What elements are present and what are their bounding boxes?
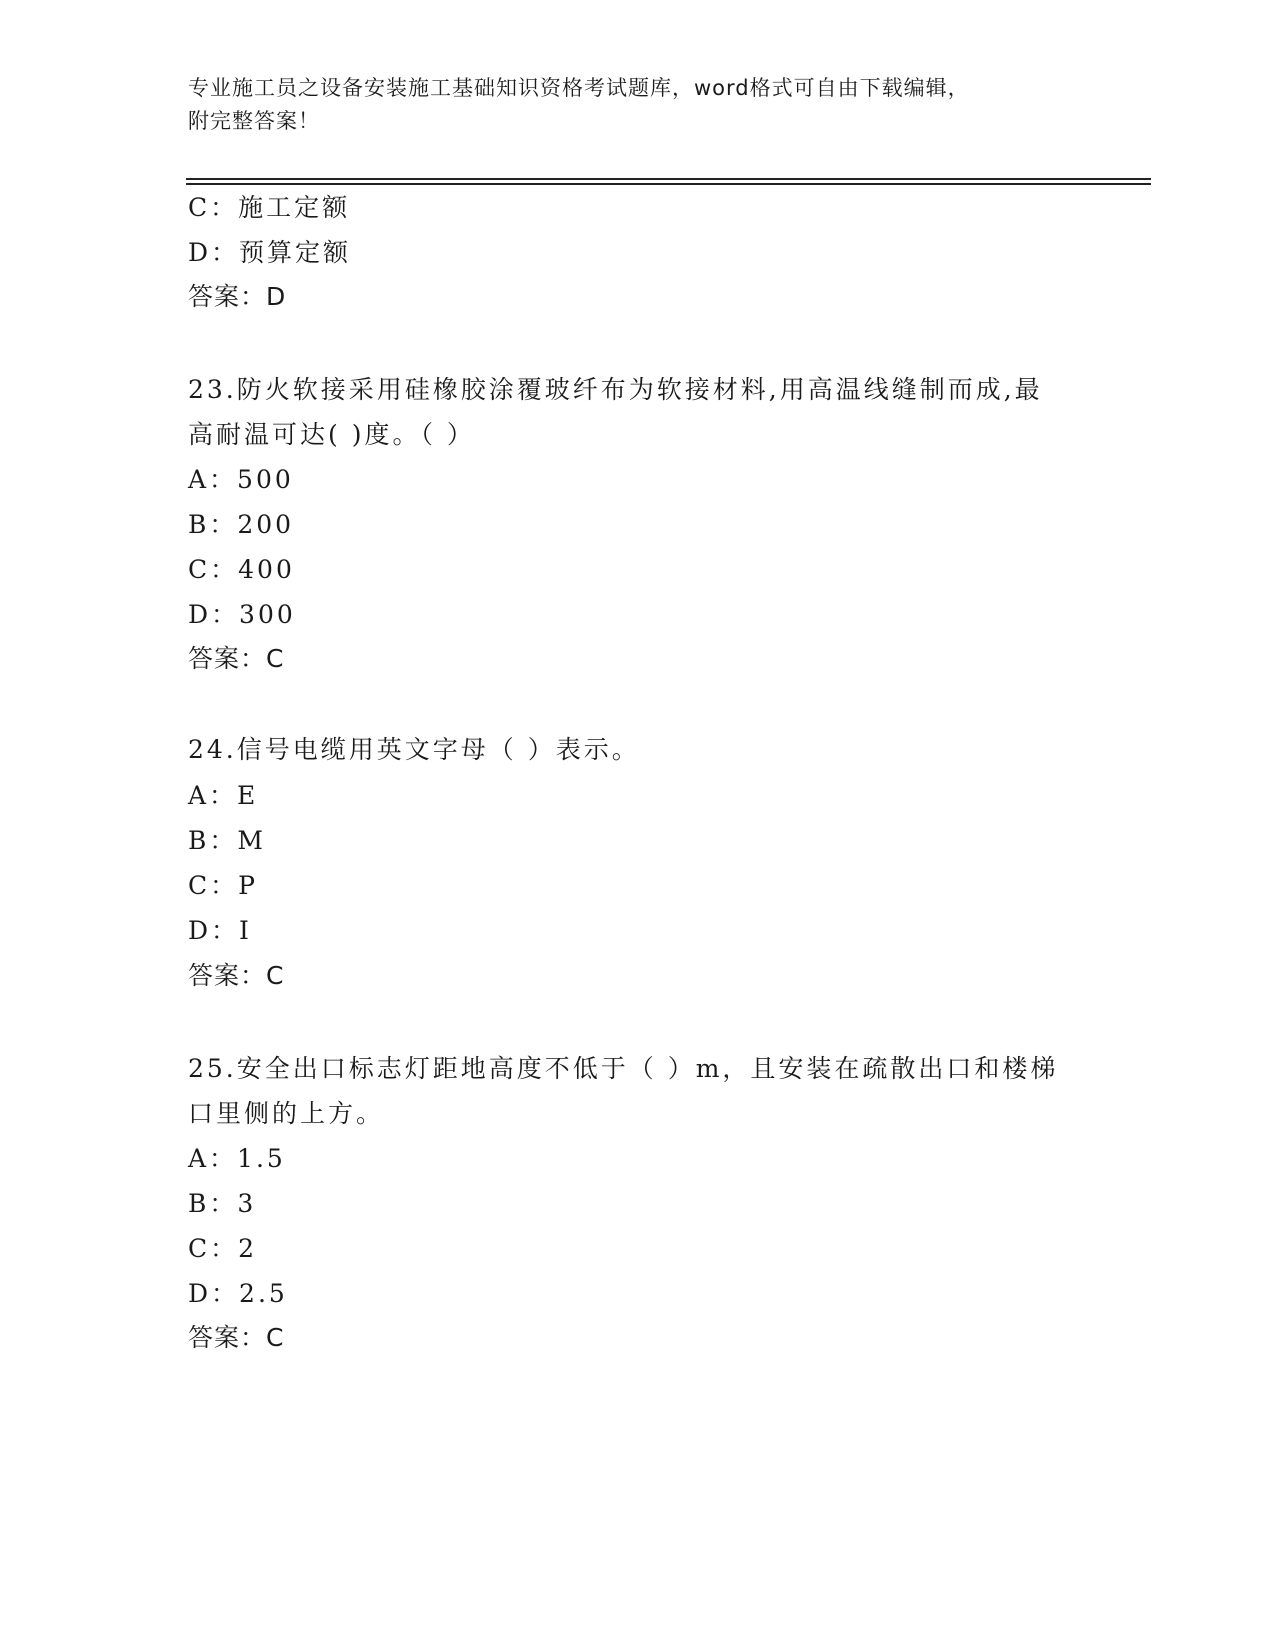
q25-stem-line-2: 口里侧的上方。 bbox=[188, 1099, 385, 1128]
prev-option-d: D：预算定额 bbox=[188, 238, 352, 267]
q24-option-d: D：I bbox=[188, 916, 252, 945]
q25-option-c: C：2 bbox=[188, 1234, 258, 1263]
q23-option-a: A：500 bbox=[188, 465, 294, 494]
header-divider-top bbox=[186, 178, 1151, 180]
q23-option-d: D：300 bbox=[188, 600, 296, 629]
q25-stem-line-1: 25.安全出口标志灯距地高度不低于（ ）m，且安装在疏散出口和楼梯 bbox=[188, 1054, 1059, 1083]
q25-option-d: D：2.5 bbox=[188, 1279, 288, 1308]
q23-answer: 答案：C bbox=[188, 644, 285, 673]
q25-option-b: B：3 bbox=[188, 1189, 257, 1218]
q23-option-b: B：200 bbox=[188, 510, 295, 539]
q23-stem-line-2: 高耐温可达( )度。（ ） bbox=[188, 420, 475, 449]
q24-option-b: B：M bbox=[188, 826, 266, 855]
q25-answer: 答案：C bbox=[188, 1323, 285, 1352]
header-line-1: 专业施工员之设备安装施工基础知识资格考试题库，word格式可自由下载编辑， bbox=[188, 76, 970, 100]
q23-option-c: C：400 bbox=[188, 555, 295, 584]
prev-answer: 答案：D bbox=[188, 282, 287, 311]
q24-option-a: A：E bbox=[188, 781, 259, 810]
document-header bbox=[188, 72, 1068, 138]
q24-stem-line-1: 24.信号电缆用英文字母（ ）表示。 bbox=[188, 735, 640, 764]
q25-option-a: A：1.5 bbox=[188, 1144, 286, 1173]
q24-option-c: C：P bbox=[188, 871, 258, 900]
q23-stem-line-1: 23.防火软接采用硅橡胶涂覆玻纤布为软接材料,用高温线缝制而成,最 bbox=[188, 375, 1043, 404]
header-line-2: 附完整答案！ bbox=[188, 109, 320, 133]
header-divider-bottom bbox=[186, 183, 1151, 185]
prev-option-c: C：施工定额 bbox=[188, 193, 351, 222]
q24-answer: 答案：C bbox=[188, 961, 285, 990]
